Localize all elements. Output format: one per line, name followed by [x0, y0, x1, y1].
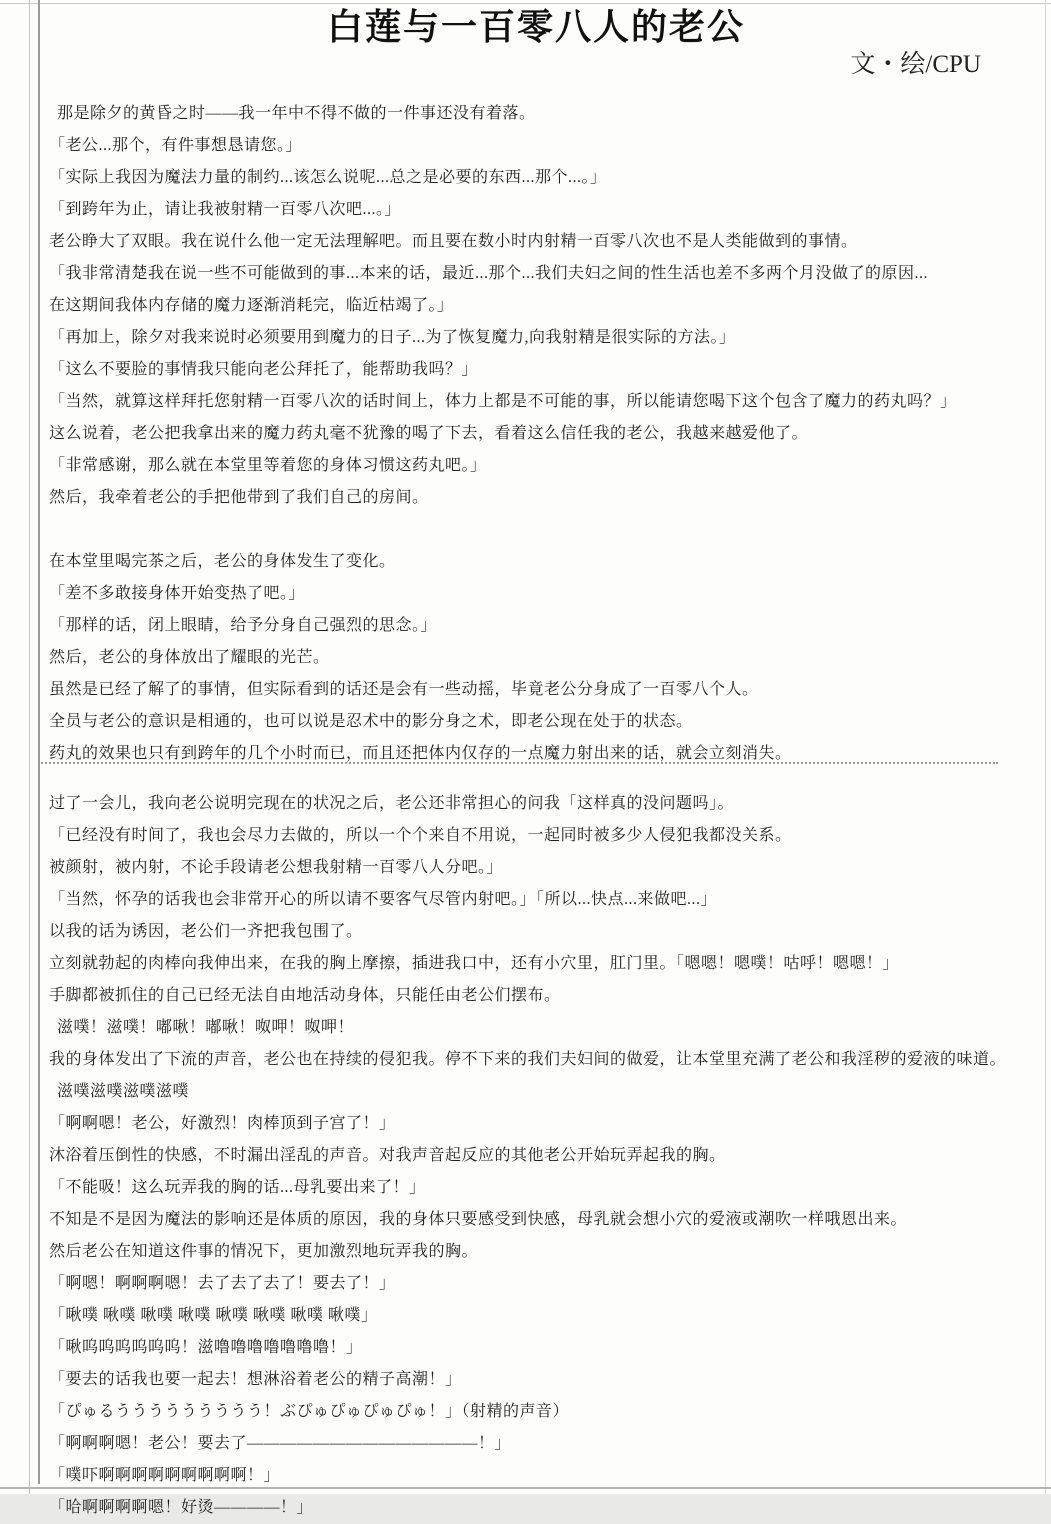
text-line: 滋噗！滋噗！嘟啾！嘟啾！呶呷！呶呷！: [57, 1019, 355, 1036]
text-line: 「啊啊啊嗯！老公！要去了——————————————！」: [49, 1435, 512, 1452]
text-line: 立刻就勃起的肉棒向我伸出来，在我的胸上摩擦，插进我口中，还有小穴里，肛门里。「嗯嗯！嗯噗！咕呼！嗯嗯！」: [49, 955, 900, 972]
text-line: 然后，我牵着老公的手把他带到了我们自己的房间。: [49, 489, 429, 506]
text-line: 被颜射，被内射，不论手段请老公想我射精一百零八人分吧。」: [49, 859, 504, 876]
text-line: 「哈啊啊啊啊嗯！好烫————！」: [49, 1499, 314, 1516]
document-content: [49, 0, 1023, 1524]
text-line: 「当然，就算这样拜托您射精一百零八次的话时间上，体力上都是不可能的事，所以能请您喝下这个包含了魔力的药丸吗？」: [49, 393, 957, 410]
text-line: 「到跨年为止，请让我被射精一百零八次吧...。」: [49, 201, 402, 218]
text-line: 「要去的话我也要一起去！想淋浴着老公的精子高潮！」: [49, 1371, 462, 1388]
text-line: 「ぴゅるううううううううう！ぶぴゅぴゅぴゅぴゅ！」（射精的声音）: [49, 1403, 570, 1420]
text-line: 「老公...那个，有件事想恳请您。」: [49, 137, 303, 154]
text-line: 以我的话为诱因，老公们一齐把我包围了。: [49, 923, 363, 940]
text-line: 沐浴着压倒性的快感，不时漏出淫乱的声音。对我声音起反应的其他老公开始玩弄起我的胸。: [49, 1147, 726, 1164]
text-line: 全员与老公的意识是相通的，也可以说是忍术中的影分身之术，即老公现在处于的状态。: [49, 713, 693, 730]
text-line: 老公睁大了双眼。我在说什么他一定无法理解吧。而且要在数小时内射精一百零八次也不是人类能做到的事情。: [49, 233, 858, 250]
author-credit: 文・绘/CPU: [850, 51, 981, 78]
text-line: 手脚都被抓住的自己已经无法自由地活动身体，只能任由老公们摆布。: [49, 987, 561, 1004]
scan-edge-right: [1045, 0, 1046, 1494]
text-line: 滋噗滋噗滋噗滋噗: [57, 1083, 190, 1100]
text-line: 药丸的效果也只有到跨年的几个小时而已，而且还把体内仅存的一点魔力射出来的话，就会立刻消失。: [49, 745, 792, 762]
text-line: 「啾噗 啾噗 啾噗 啾噗 啾噗 啾噗 啾噗 啾噗」: [49, 1307, 378, 1324]
document-title: 白莲与一百零八人的老公: [326, 7, 745, 47]
text-line: 过了一会儿，我向老公说明完现在的状况之后，老公还非常担心的问我「这样真的没问题吗」。: [49, 795, 735, 812]
text-line: 「再加上，除夕对我来说时必须要用到魔力的日子...为了恢复魔力,向我射精是很实际的方法。」: [49, 329, 736, 346]
text-line: 「啊嗯！啊啊啊嗯！去了去了去了！要去了！」: [49, 1275, 396, 1292]
text-line: 「不能吸！这么玩弄我的胸的话...母乳要出来了！」: [49, 1179, 426, 1196]
text-line: 我的身体发出了下流的声音，老公也在持续的侵犯我。停不下来的我们夫妇间的做爱，让本堂里充满了老公和我淫秽的爱液的味道。: [49, 1051, 1007, 1068]
text-line: 「噗吓啊啊啊啊啊啊啊啊啊！」: [49, 1467, 281, 1484]
text-line: 「啾呜呜呜呜呜呜！滋噜噜噜噜噜噜噜！」: [49, 1339, 363, 1356]
text-line: 「那样的话，闭上眼睛，给予分身自己强烈的思念。」: [49, 617, 438, 634]
paragraph-gap: [49, 514, 1023, 546]
text-line: 这么说着，老公把我拿出来的魔力药丸毫不犹豫的喝了下去，看着这么信任我的老公，我越来越爱他了。: [49, 425, 809, 442]
text-line: 「差不多敢接身体开始变热了吧。」: [49, 585, 306, 602]
text-line: 「我非常清楚我在说一些不可能做到的事...本来的话，最近...那个...我们夫妇之间的性生活也差不多两个月没做了的原因...: [49, 265, 929, 282]
text-line: 「啊啊嗯！老公，好激烈！肉棒顶到子宫了！」: [49, 1115, 396, 1132]
text-line: 「非常感谢，那么就在本堂里等着您的身体习惯这药丸吧。」: [49, 457, 487, 474]
text-line: 「实际上我因为魔法力量的制约...该怎么说呢...总之是必要的东西...那个...。」: [49, 169, 607, 186]
text-line: 「这么不要脸的事情我只能向老公拜托了，能帮助我吗？」: [49, 361, 479, 378]
text-line: 虽然是已经了解了的事情，但实际看到的话还是会有一些动摇，毕竟老公分身成了一百零八个人。: [49, 681, 759, 698]
text-line: 「已经没有时间了，我也会尽力去做的，所以一个个来自不用说，一起同时被多少人侵犯我都没关系。: [49, 827, 792, 844]
text-line: 然后，老公的身体放出了耀眼的光芒。: [49, 649, 330, 666]
text-line: 在这期间我体内存储的魔力逐渐消耗完，临近枯竭了。」: [49, 297, 454, 314]
text-line: 在本堂里喝完茶之后，老公的身体发生了变化。: [49, 553, 396, 570]
scan-edge-left-outer: [29, 0, 30, 1494]
text-line: 「当然，怀孕的话我也会非常开心的所以请不要客气尽管内射吧。」「所以...快点...来做吧...」: [49, 891, 718, 908]
scan-edge-left-inner: [38, 0, 40, 1484]
text-line: 然后老公在知道这件事的情况下，更加激烈地玩弄我的胸。: [49, 1243, 479, 1260]
text-line: 那是除夕的黄昏之时——我一年中不得不做的一件事还没有着落。: [57, 105, 536, 122]
text-line: 不知是不是因为魔法的影响还是体质的原因，我的身体只要感受到快感，母乳就会想小穴的爱液或潮吹一样哦恩出来。: [49, 1211, 908, 1228]
